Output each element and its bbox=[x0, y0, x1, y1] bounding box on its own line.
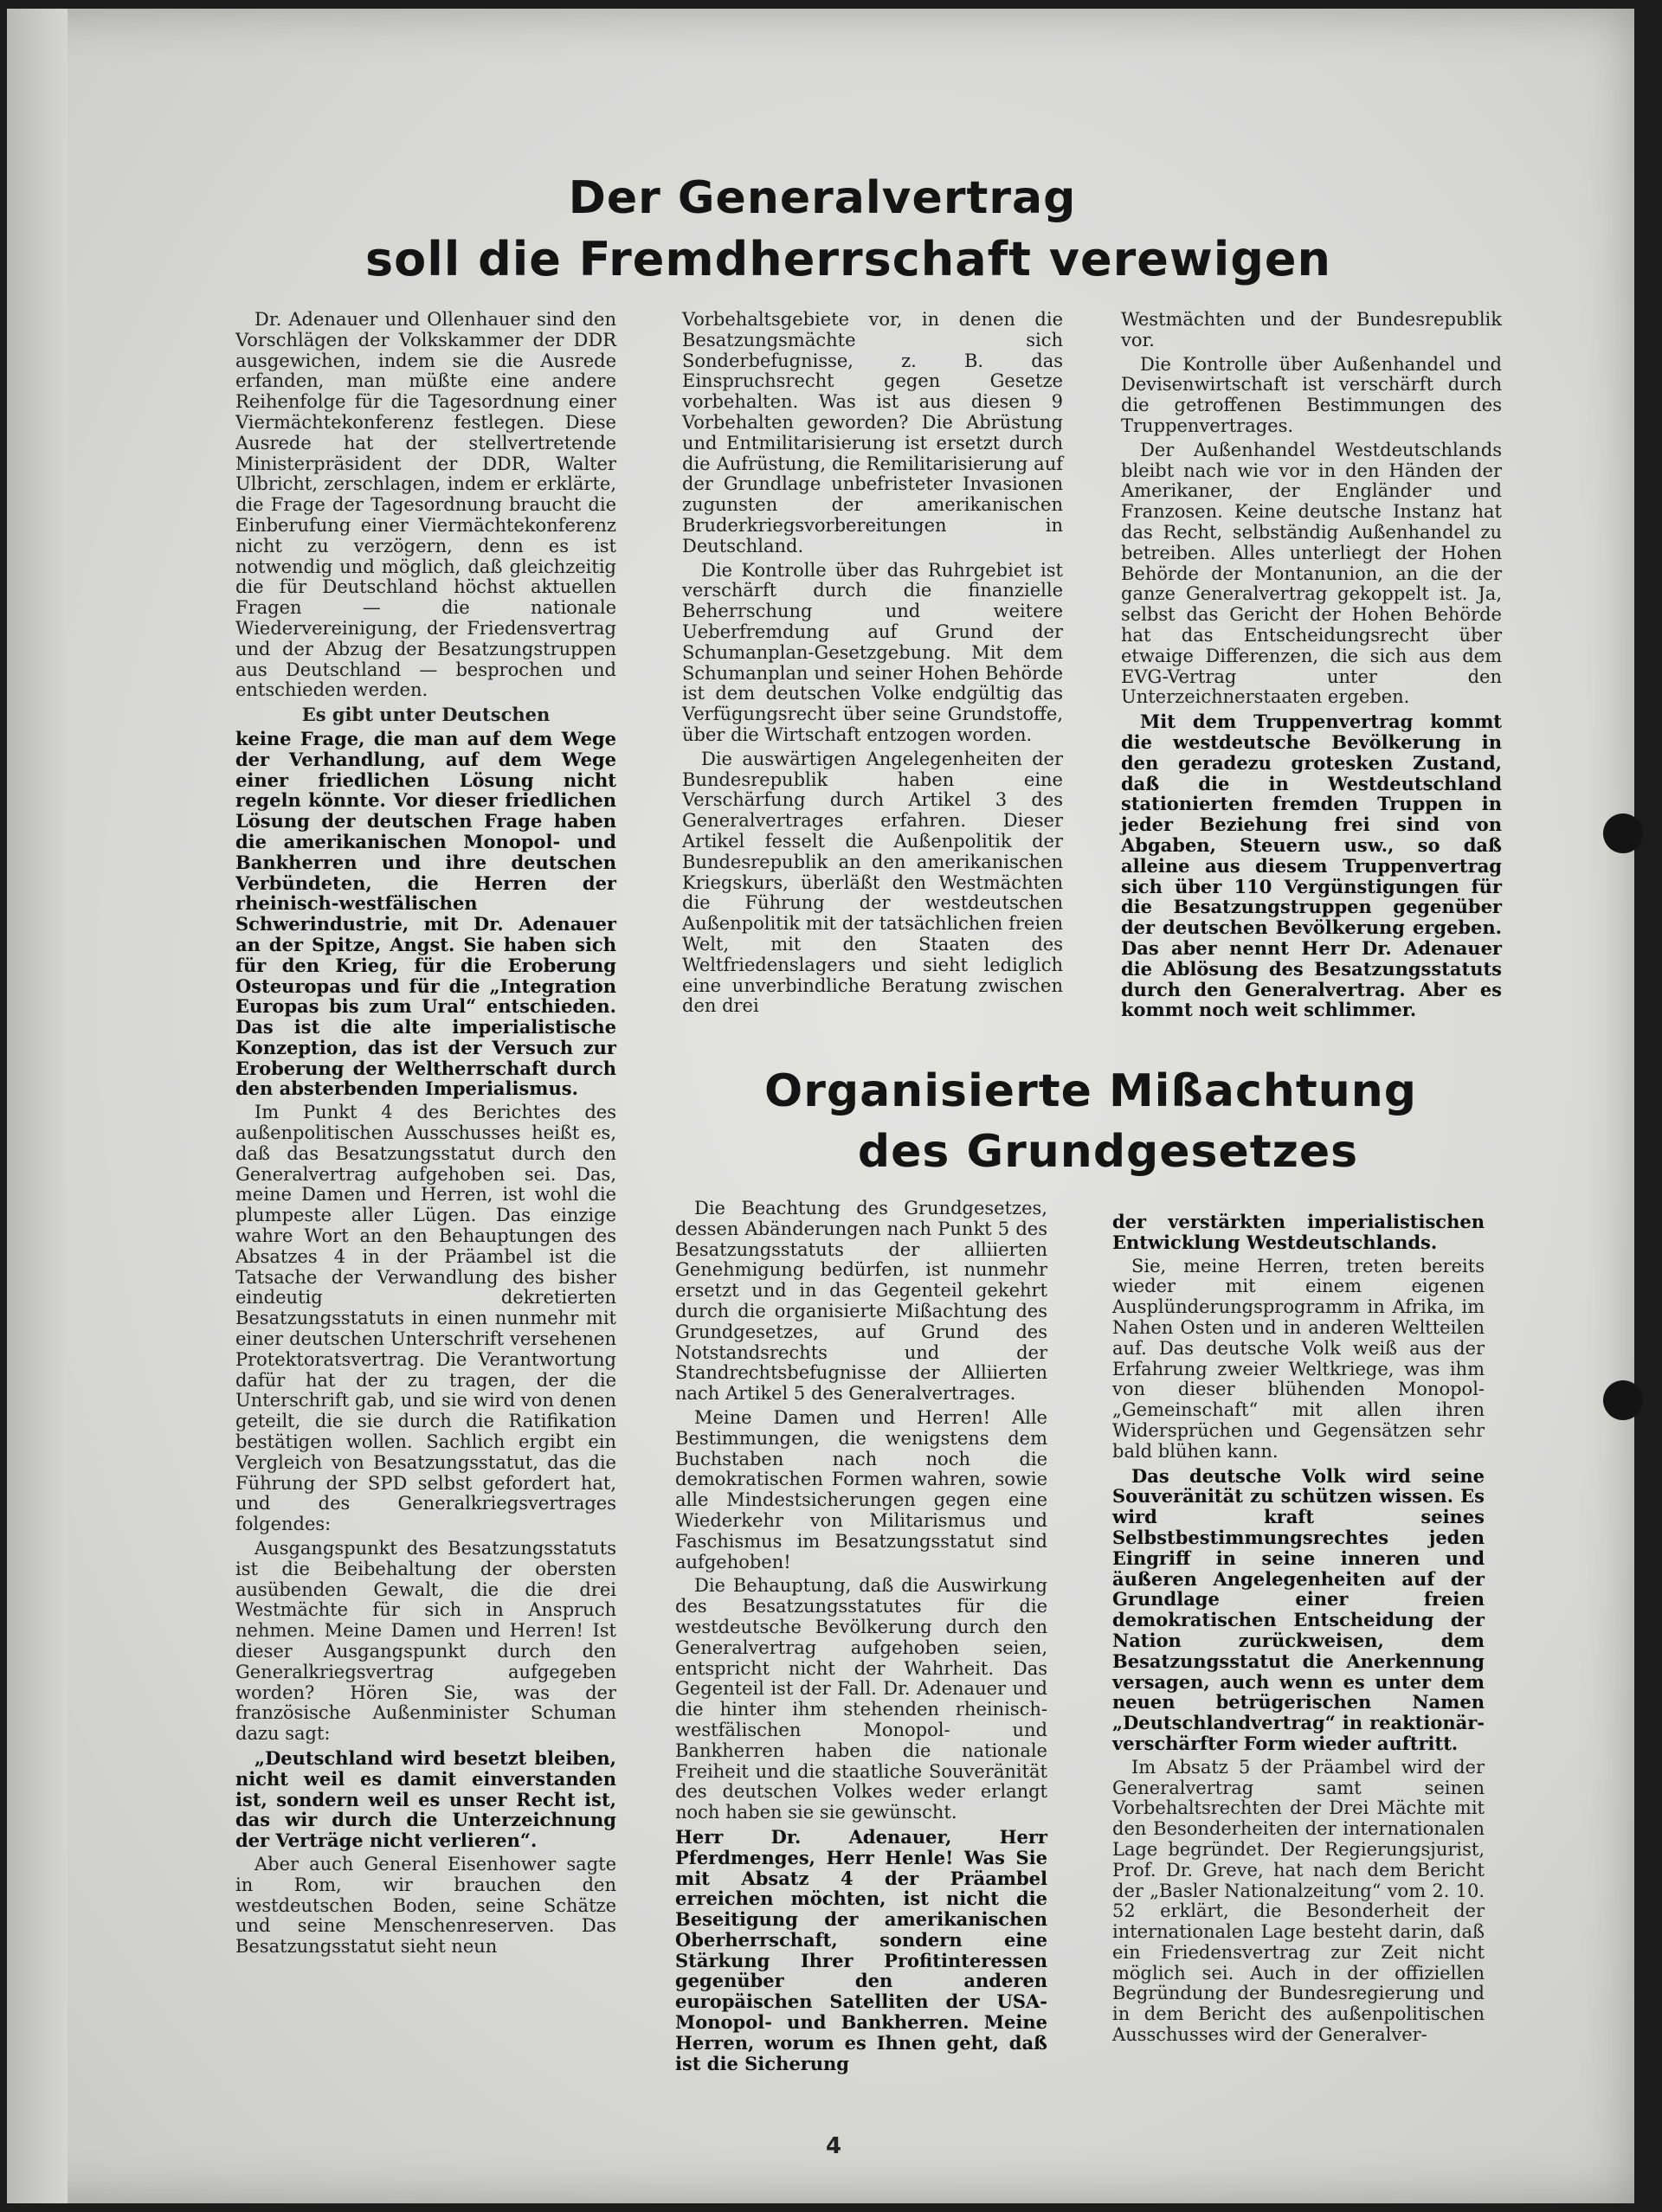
paragraph: Der Außenhandel Westdeutschlands bleibt nach wie vor in den Händen der Amerikaner, der Engländer und Franzosen. Keine deutsche Instanz hat das Recht, selbständig Außenhandel zu betreiben. Alles unterliegt der Hohen Behörde der Montanunion, an die der ganze Generalvertrag gekoppelt ist. Ja, selbst das Gericht der Hohen Behörde hat das Entscheidungsrecht über etwaige Differenzen, die sich aus dem EVG-Vertrag unter den Unterzeichnerstaaten ergeben. bbox=[1121, 439, 1502, 708]
paragraph: Mit dem Truppenvertrag kommt die westdeutsche Bevölkerung in den geradezu grotesken Zustand, daß die in Westdeutschland stationierten fremden Truppen in jeder Beziehung frei sind von Abgaben, Steuern usw., so daß alleine aus diesem Truppenvertrag sich über 110 Vergünstigungen für die Besatzungstruppen gegenüber der deutschen Bevölkerung ergeben. Das aber nennt Herr Dr. Adenauer die Ablösung des Besatzungsstatuts durch den Generalvertrag. Aber es kommt noch weit schlimmer. bbox=[1121, 711, 1502, 1021]
paragraph: Westmächten und der Bundesrepublik vor. bbox=[1121, 309, 1502, 350]
punch-hole-lower bbox=[1603, 1380, 1643, 1420]
paragraph: Die auswärtigen Angelegenheiten der Bundesrepublik haben eine Verschärfung durch Artikel 3 des Generalvertrages erfahren. Dieser Artikel fesselt die Außenpolitik der Bundesrepublik an den amerikanischen Kriegskurs, überläßt den Westmächten die Führung der westdeutschen Außenpolitik mit der tatsächlichen freien Welt, mit den Staaten des Weltfriedenslagers und sieht lediglich eine unverbindliche Beratung zwischen den drei bbox=[682, 748, 1063, 1017]
punch-hole-upper bbox=[1603, 813, 1643, 853]
paragraph: Die Kontrolle über Außenhandel und Devisenwirtschaft ist verschärft durch die getroffenen Bestimmungen des Truppenvertrages. bbox=[1121, 353, 1502, 436]
paragraph: Sie, meine Herren, treten bereits wieder mit einem eigenen Ausplünderungsprogramm in Afrika, im Nahen Osten und in anderen Weltteilen auf. Das deutsche Volk weiß aus der Erfahrung zweier Weltkriege, was ihm von dieser blühenden Monopol-„Gemeinschaft“ mit allen ihren Widersprüchen und Gegensätzen sehr bald blühen kann. bbox=[1112, 1255, 1485, 1462]
paragraph: Die Kontrolle über das Ruhrgebiet ist verschärft durch die finanzielle Beherrschung und weitere Ueberfremdung auf Grund der Schumanplan-Gesetzgebung. Mit dem Schumanplan und seiner Hohen Behörde ist dem deutschen Volke endgültig das Verfügungsrecht über seine Grundstoffe, über die Wirtschaft entzogen worden. bbox=[682, 559, 1063, 745]
article-2-column-1 bbox=[675, 1199, 1047, 2077]
article-1-column-3 bbox=[1121, 310, 1502, 1024]
paragraph: Im Punkt 4 des Berichtes des außenpolitischen Ausschusses heißt es, daß das Besatzungsstatut durch den Generalvertrag aufgehoben sei. Das, meine Damen und Herren, ist wohl die plumpeste aller Lügen. Das einzige wahre Wort an den Behauptungen des Absatzes 4 in der Präambel ist die Tatsache der Verwandlung des bisher eindeutig dekretierten Besatzungsstatuts in einen nunmehr mit einer deutschen Unterschrift versehenen Protektoratsvertrag. Die Verantwortung dafür hat der zu tragen, der die Unterschrift gab, und sie wird von denen geteilt, die sie durch die Ratifikation bestätigen wollen. Sachlich ergibt ein Vergleich von Besatzungsstatut, das die Führung der SPD selbst gefordert hat, und des Generalkriegsvertrages folgendes: bbox=[235, 1102, 616, 1535]
paragraph: Aber auch General Eisenhower sagte in Rom, wir brauchen den westdeutschen Boden, seine Schätze und seine Menschenreserven. Das Besatzungsstatut sieht neun bbox=[235, 1853, 616, 1958]
paragraph: keine Frage, die man auf dem Wege der Verhandlung, auf dem Wege einer friedlichen Lösung nicht regeln könnte. Vor dieser friedlichen Lösung der deutschen Frage haben die amerikanischen Monopol- und Bankherren und ihre deutschen Verbündeten, die Herren der rheinisch-westfälischen Schwerindustrie, mit Dr. Adenauer an der Spitze, Angst. Sie haben sich für den Krieg, für die Eroberung Osteuropas und für die „Integration Europas bis zum Ural“ entschieden. Das ist die alte imperialistische Konzeption, das ist der Versuch zur Eroberung der Weltherrschaft durch den absterbenden Imperialismus. bbox=[235, 727, 616, 1100]
paragraph: der verstärkten imperialistischen Entwicklung Westdeutschlands. bbox=[1112, 1211, 1485, 1253]
paragraph: Die Beachtung des Grundgesetzes, dessen Abänderungen nach Punkt 5 des Besatzungsstatuts der alliierten Genehmigung bedürfen, ist nunmehr ersetzt und in das Gegenteil gekehrt durch die organisierte Mißachtung des Grundgesetzes, auf Grund des Notstandsrechts und der Standrechtsbefugnisse der Alliierten nach Artikel 5 des Generalvertrages. bbox=[675, 1198, 1047, 1405]
paragraph: Ausgangspunkt des Besatzungsstatuts ist die Beibehaltung der obersten ausübenden Gewalt, die die drei Westmächte für sich in Anspruch nehmen. Meine Damen und Herren! Ist dieser Ausgangspunkt durch den Generalkriegsvertrag aufgegeben worden? Hören Sie, was der französische Außenminister Schuman dazu sagt: bbox=[235, 1538, 616, 1745]
paragraph: Vorbehaltsgebiete vor, in denen die Besatzungsmächte sich Sonderbefugnisse, z. B. das Einspruchsrecht gegen Gesetze vorbehalten. Was ist aus diesen 9 Vorbehalten geworden? Die Abrüstung und Entmilitarisierung ist ersetzt durch die Aufrüstung, die Remilitarisierung auf der Grundlage unbefristeter Invasionen zugunsten der amerikanischen Bruderkriegsvorbereitungen in Deutschland. bbox=[682, 309, 1063, 556]
article-2-column-2 bbox=[1112, 1212, 1485, 2049]
paragraph: Die Behauptung, daß die Auswirkung des Besatzungsstatutes für die westdeutsche Bevölkerung durch den Generalvertrag aufgehoben seien, entspricht nicht der Wahrheit. Das Gegenteil ist der Fall. Dr. Adenauer und die hinter ihm stehenden rheinisch-westfälischen Monopol- und Bankherren haben die nationale Freiheit und die staatliche Souveränität des deutschen Volkes weder erlangt noch haben sie sie gewünscht. bbox=[675, 1575, 1047, 1823]
page-number: 4 bbox=[825, 2133, 842, 2159]
headline-1-line-2: soll die Fremdherrschaft verewigen bbox=[365, 232, 1331, 286]
paragraph: Meine Damen und Herren! Alle Bestimmungen, die wenigstens dem Buchstaben nach noch die demokratischen Formen wahren, sowie alle Mindestsicherungen gegen eine Wiederkehr von Militarismus und Faschismus im Besatzungsstatut sind aufgehoben! bbox=[675, 1406, 1047, 1572]
paragraph: Im Absatz 5 der Präambel wird der Generalvertrag samt seinen Vorbehaltsrechten der Drei Mächte mit den Besonderheiten der internationalen Lage begründet. Der Regierungsjurist, Prof. Dr. Greve, hat nach dem Bericht der „Basler Nationalzeitung“ vom 2. 10. 52 erklärt, die Besonderheit der internationalen Lage besteht darin, daß ein Friedensvertrag zur Zeit nicht möglich sei. Auch in der offiziellen Begründung der Bundesregierung und in dem Bericht des außenpolitischen Ausschusses wird der Generalver- bbox=[1112, 1756, 1485, 2046]
headline-1-line-1: Der Generalvertrag bbox=[568, 172, 1077, 224]
paragraph: „Deutschland wird besetzt bleiben, nicht weil es damit einverstanden ist, sondern weil es unser Recht ist, das wir durch die Unterzeichnung der Verträge nicht verlieren“. bbox=[235, 1746, 616, 1852]
paragraph: Dr. Adenauer und Ollenhauer sind den Vorschlägen der Volkskammer der DDR ausgewichen, indem sie die Ausrede erfanden, man müßte eine andere Reihenfolge für die Tagesordnung einer Viermächtekonferenz festlegen. Diese Ausrede hat der stellvertretende Ministerpräsident der DDR, Walter Ulbricht, zerschlagen, indem er erklärte, die Frage der Tagesordnung braucht die Einberufung einer Viermächtekonferenz nicht zu verzögern, denn es ist notwendig und möglich, daß gleichzeitig die für Deutschland höchst aktuellen Fragen — die nationale Wiedervereinigung, der Friedensvertrag und der Abzug der Besatzungstruppen aus Deutschland — besprochen und entschieden werden. bbox=[235, 309, 616, 701]
headline-2-line-1: Organisierte Mißachtung bbox=[764, 1065, 1417, 1117]
headline-2-line-2: des Grundgesetzes bbox=[857, 1126, 1359, 1178]
article-1-column-1 bbox=[235, 310, 616, 1961]
paragraph: Es gibt unter Deutschen bbox=[301, 704, 551, 726]
binding-edge bbox=[7, 9, 68, 2203]
paragraph: Das deutsche Volk wird seine Souveränität zu schützen wissen. Es wird kraft seines Selbstbestimmungsrechtes jeden Eingriff in seine inneren und äußeren Angelegenheiten auf der Grundlage einer freien demokratischen Entscheidung der Nation zurückweisen, dem Besatzungsstatut die Anerkennung versagen, auch wenn es unter dem neuen betrügerischen Namen „Deutschlandvertrag“ in reaktionär-verschärfter Form wieder auftritt. bbox=[1112, 1464, 1485, 1754]
paragraph: Herr Dr. Adenauer, Herr Pferdmenges, Herr Henle! Was Sie mit Absatz 4 der Präambel erreichen möchten, ist nicht die Beseitigung der amerikanischen Oberherrschaft, sondern eine Stärkung Ihrer Profitinteressen gegenüber den anderen europäischen Satelliten der USA-Monopol- und Bankherren. Meine Herren, worum es Ihnen geht, daß ist die Sicherung bbox=[675, 1825, 1047, 2074]
article-1-column-2 bbox=[682, 310, 1063, 1020]
